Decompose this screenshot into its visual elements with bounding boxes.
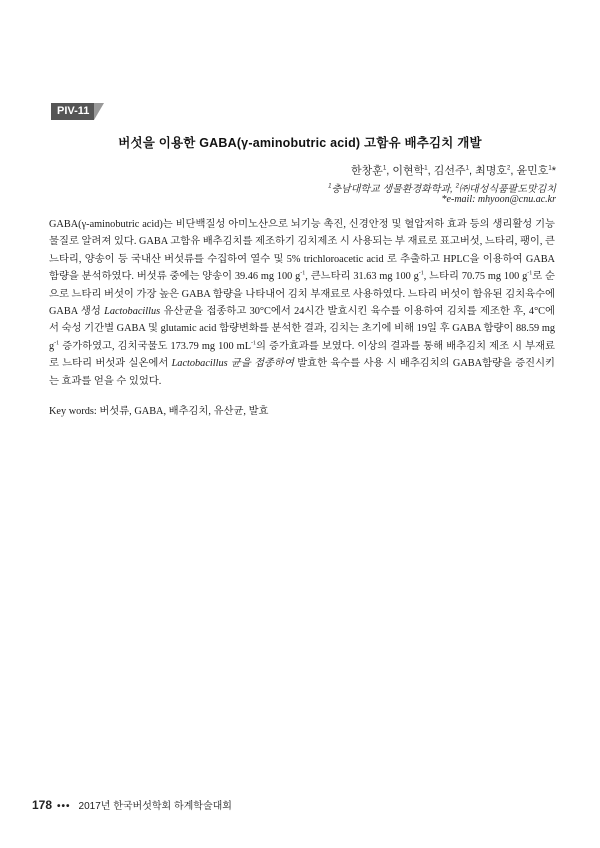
affil-1: 충남대학교 생물환경화학과, [331, 184, 456, 195]
affil-2: ㈜대성식품팔도맛김치 [459, 184, 556, 195]
author-affil-mark: 1 [424, 165, 428, 172]
author-separator: , [510, 165, 517, 177]
species-name: Lactobacillus [104, 306, 161, 318]
author-separator: , [469, 165, 476, 177]
abstract-body [49, 216, 555, 390]
species-name: Lactobacillus 균을 접종하여 [171, 358, 294, 370]
author-list [351, 162, 556, 178]
affil-mark: 2 [455, 183, 460, 190]
section-tag [51, 103, 111, 120]
section-tag-slant [94, 103, 104, 120]
footer-dots: ••• [57, 801, 71, 812]
contact-email: *e-mail: mhyoon@cnu.ac.kr [441, 194, 556, 205]
unit-exponent: -1 [251, 340, 256, 347]
paper-title: 버섯을 이용한 GABA(γ-aminobutric acid) 고함유 배추김치 개발 [118, 136, 482, 150]
author-separator: , [386, 165, 393, 177]
unit-exponent: -1 [54, 340, 60, 347]
unit-exponent: -1 [527, 270, 533, 277]
unit-exponent: -1 [300, 270, 306, 277]
author-affil-mark: 1 [548, 165, 552, 172]
author-affil-mark: 2 [507, 165, 511, 172]
conference-name: 2017년 한국버섯학회 하계학술대회 [78, 801, 232, 812]
author-name: 김선주 [433, 165, 466, 177]
affiliations [328, 180, 556, 195]
unit-exponent: -1 [418, 270, 424, 277]
author-affil-mark: 1 [382, 165, 387, 172]
affil-mark: 1 [328, 183, 332, 190]
section-tag-label: PIV-11 [51, 103, 94, 120]
abstract-text: , 큰느타리 31.63 mg 100 g [305, 271, 419, 283]
page-number: 178 [32, 798, 53, 812]
author-affil-mark: 1 [465, 165, 469, 172]
abstract-text: GABA(γ-aminobutric acid)는 비단백질성 아미노산으로 뇌기능 촉진, 신경안정 및 혈압저하 효과 등의 생리활성 기능물질로 알려져 있다. GABA 고함유 배추김치를 제조하기 김치제조 시 사용되는 부 재료로 표고버섯, 느타리, 팽이, 큰느타리, 양송이 등 국내산 버섯류를 수집하여 열수 및 5% trichloroacetic acid 로 추출하고 HPLC을 이용하여 GABA 함량을 분석하였다. 버섯류 중에는 양송이 39.46 mg 100 g [49, 219, 555, 283]
author-name: 이현학 [392, 165, 425, 177]
author-name: 한창훈 [351, 165, 383, 177]
abstract-text: , 느타리 70.75 mg 100 g [423, 271, 528, 283]
abstract-text: 로 순으로 느타리 버섯이 가장 높은 GABA 함량을 나타내어 김치 부재료로 사용하였다. 느타리 버섯이 함유된 김치육수에 GABA 생성 [49, 271, 555, 318]
author-name: 윤민호 [516, 165, 549, 177]
author-separator: , [427, 165, 434, 177]
abstract-text: 증가하였고, 김치국물도 173.79 mg 100 mL [59, 340, 251, 352]
abstract-text: 의 증가효과를 보였다. 이상의 결과를 통해 배추김치 제조 시 부재료로 느타리 버섯과 실온에서 [49, 340, 555, 370]
page-footer [32, 797, 232, 812]
author-name: 최명호 [475, 165, 508, 177]
abstract-text: 유산균을 접종하고 30°C에서 24시간 발효시킨 육수를 이용하여 김치를 제조한 후, 4°C에서 숙성 기간별 GABA 및 glutamic acid 함량변화를 분석한 결과, 김치는 초기에 비해 19일 후 GABA 함량이 88.59 mg g [49, 306, 556, 352]
keywords: Key words: 버섯류, GABA, 배추김치, 유산균, 발효 [49, 406, 269, 417]
author-corresponding-mark: * [551, 165, 556, 177]
abstract-text: 발효한 육수를 사용 시 배추김치의 GABA함량을 증진시키는 효과를 얻을 수 있었다. [49, 358, 555, 387]
